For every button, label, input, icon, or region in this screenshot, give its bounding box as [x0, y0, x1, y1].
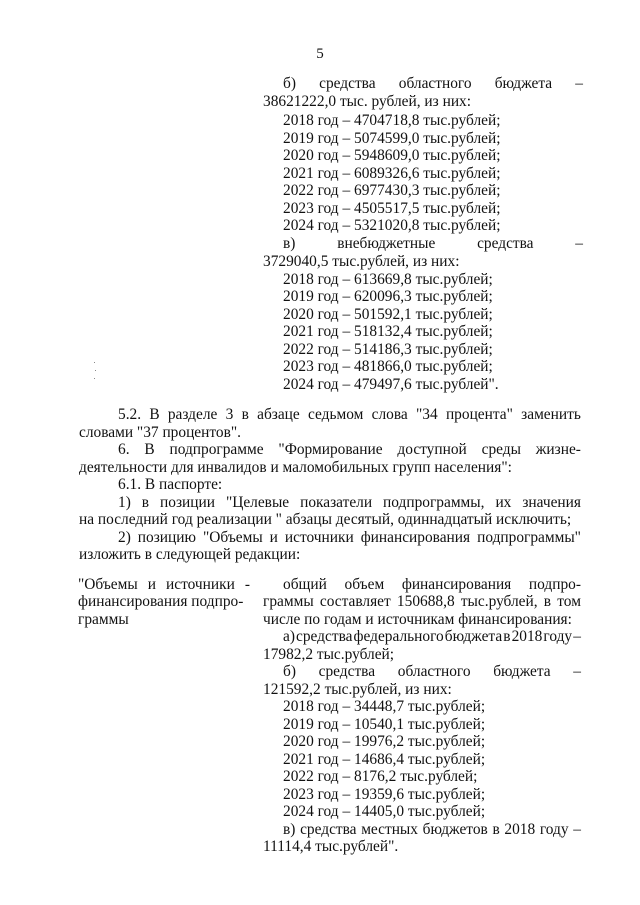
local-budget-line-1: [283, 821, 581, 838]
text-run: в: [141, 494, 150, 511]
regional-year-line: 2018 год – 4704718,8 тыс.рублей;: [283, 112, 501, 129]
text-run: в): [283, 235, 296, 252]
text-run: бюджета: [494, 75, 553, 92]
regional-year-line: 2021 год – 6089326,6 тыс.рублей;: [283, 165, 501, 182]
text-run: средства: [477, 235, 534, 252]
extrabudgetary-year-line: 2022 год – 514186,3 тыс.рублей;: [283, 341, 493, 358]
text-run: седьмом: [308, 406, 364, 423]
text-run: и: [147, 576, 156, 593]
extrabudgetary-year-line: 2019 год – 620096,3 тыс.рублей;: [283, 288, 493, 305]
text-run: -: [244, 576, 250, 593]
scan-speck: [94, 362, 95, 363]
extrabudgetary-year-line: 2020 год – 501592,1 тыс.рублей;: [283, 306, 493, 323]
text-run: 2): [118, 529, 131, 546]
paragraph-5-2-line-1: [118, 406, 581, 423]
regional-budget-total: 38621222,0 тыс. рублей, из них:: [263, 93, 472, 110]
text-run: внебюджетные: [337, 235, 436, 252]
text-run: –: [573, 663, 581, 680]
text-run: среды: [481, 441, 521, 458]
text-run: граммы: [263, 593, 314, 610]
text-run: "Целевые: [225, 494, 290, 511]
text-run: федерального: [353, 628, 444, 645]
text-run: –: [573, 628, 581, 645]
text-run: позиции: [160, 494, 215, 511]
text-run: а): [283, 628, 295, 645]
text-run: подпро-: [528, 576, 581, 593]
item-1-line-2: на последний год реализации " абзацы десятый, одиннадцатый исключить;: [79, 511, 572, 528]
text-run: объем: [344, 576, 385, 593]
text-run: в: [492, 821, 500, 838]
text-run: подпрограмме: [169, 441, 264, 458]
text-run: 2018: [511, 628, 543, 645]
local-budget-line-2: 11114,4 тыс.рублей".: [263, 838, 399, 855]
text-run: доступной: [397, 441, 467, 458]
text-run: жизне-: [535, 441, 581, 458]
text-run: 1): [118, 494, 131, 511]
text-run: б): [283, 75, 296, 92]
text-run: значения: [522, 494, 581, 511]
regional-subprogram-total: 121592,2 тыс.рублей, из них:: [263, 681, 452, 698]
text-run: источники: [166, 576, 235, 593]
text-run: бюджетов: [422, 821, 488, 838]
text-run: "Объемы: [202, 529, 263, 546]
text-run: том: [557, 593, 581, 610]
text-run: их: [495, 494, 512, 511]
regional-year-line: 2019 год – 5074599,0 тыс.рублей;: [283, 130, 501, 147]
text-run: "34: [416, 406, 438, 423]
page-number: 5: [316, 46, 324, 62]
text-run: местных: [361, 821, 418, 838]
text-run: В: [149, 406, 160, 423]
text-run: финансирования: [360, 529, 471, 546]
text-run: подпрограммы": [477, 529, 581, 546]
text-run: –: [575, 235, 583, 252]
regional-year-line: 2022 год – 6977430,3 тыс.рублей;: [283, 182, 501, 199]
text-run: составляет: [319, 593, 391, 610]
regional-year-line: 2023 год – 4505517,5 тыс.рублей;: [283, 200, 501, 217]
table-left-line-2: финансирования подпро-: [78, 593, 244, 610]
table-left-line-3: граммы: [78, 611, 129, 628]
item-2-line-1: [118, 529, 581, 546]
text-run: заменить: [521, 406, 581, 423]
text-run: финансирования: [401, 576, 512, 593]
text-run: "Объемы: [78, 576, 138, 593]
text-run: средства: [300, 821, 357, 838]
subprogram-year-line: 2018 год – 34448,7 тыс.рублей;: [283, 698, 486, 715]
text-run: средства: [319, 75, 376, 92]
table-left-line-1: [78, 576, 250, 593]
paragraph-6-line-1: [118, 441, 581, 458]
paragraph-5-2-line-2: словами "37 процентов".: [79, 424, 241, 441]
extrabudgetary-year-line: 2023 год – 481866,0 тыс.рублей;: [283, 358, 493, 375]
text-run: б): [283, 663, 296, 680]
extrabudgetary-total: 3729040,5 тыс.рублей, из них:: [263, 253, 460, 270]
text-run: в: [241, 406, 249, 423]
text-run: году: [539, 821, 569, 838]
text-run: источники: [284, 529, 354, 546]
item-2-line-2: изложить в следующей редакции:: [79, 546, 301, 563]
text-run: подпрограммы,: [383, 494, 485, 511]
regional-budget-heading: [283, 75, 583, 92]
subprogram-year-line: 2021 год – 14686,4 тыс.рублей;: [283, 751, 486, 768]
text-run: абзаце: [257, 406, 300, 423]
text-run: средства: [318, 663, 376, 680]
text-run: 6.: [118, 441, 130, 458]
text-run: –: [573, 821, 581, 838]
text-run: областного: [398, 75, 472, 92]
text-run: году: [543, 628, 573, 645]
extrabudgetary-year-line: 2021 год – 518132,4 тыс.рублей;: [283, 323, 493, 340]
text-run: областного: [397, 663, 471, 680]
text-run: В: [144, 441, 155, 458]
text-run: бюджета: [444, 628, 503, 645]
subprogram-year-line: 2023 год – 19359,6 тыс.рублей;: [283, 786, 486, 803]
text-run: тыс.рублей,: [460, 593, 538, 610]
text-run: общий: [283, 576, 327, 593]
text-run: и: [269, 529, 278, 546]
table-right-line-2: [263, 593, 581, 610]
item-1-line-1: [118, 494, 581, 511]
text-run: позицию: [137, 529, 197, 546]
extrabudgetary-heading: [283, 235, 583, 252]
extrabudgetary-year-line: 2024 год – 479497,6 тыс.рублей".: [283, 376, 499, 393]
text-run: в): [283, 821, 296, 838]
scan-speck: [94, 378, 95, 379]
paragraph-6-1: 6.1. В паспорте:: [118, 476, 223, 493]
text-run: 5.2.: [118, 406, 142, 423]
text-run: 3: [225, 406, 234, 423]
text-run: в: [503, 628, 511, 645]
text-run: слова: [371, 406, 408, 423]
subprogram-year-line: 2024 год – 14405,0 тыс.рублей;: [283, 803, 486, 820]
table-right-line-3: числе по годам и источникам финансирования:: [263, 611, 572, 628]
text-run: средства: [296, 628, 353, 645]
federal-budget-line-1: [283, 628, 581, 645]
text-run: 2018: [504, 821, 536, 838]
subprogram-year-line: 2020 год – 19976,2 тыс.рублей;: [283, 733, 486, 750]
subprogram-year-line: 2022 год – 8176,2 тыс.рублей;: [283, 768, 478, 785]
text-run: показатели: [300, 494, 373, 511]
text-run: "Формирование: [278, 441, 383, 458]
text-run: в: [543, 593, 552, 610]
text-run: процента": [445, 406, 513, 423]
table-right-line-1: [283, 576, 581, 593]
scan-speck: [95, 370, 96, 371]
subprogram-year-line: 2019 год – 10540,1 тыс.рублей;: [283, 716, 486, 733]
regional-year-line: 2020 год – 5948609,0 тыс.рублей;: [283, 147, 501, 164]
text-run: 150688,8: [396, 593, 455, 610]
regional-subprogram-heading: [283, 663, 581, 680]
text-run: бюджета: [493, 663, 551, 680]
paragraph-6-line-2: деятельности для инвалидов и маломобильных групп населения":: [79, 459, 512, 476]
text-run: –: [575, 75, 583, 92]
federal-budget-line-2: 17982,2 тыс.рублей;: [263, 646, 395, 663]
extrabudgetary-year-line: 2018 год – 613669,8 тыс.рублей;: [283, 271, 493, 288]
text-run: разделе: [167, 406, 218, 423]
regional-year-line: 2024 год – 5321020,8 тыс.рублей;: [283, 217, 501, 234]
